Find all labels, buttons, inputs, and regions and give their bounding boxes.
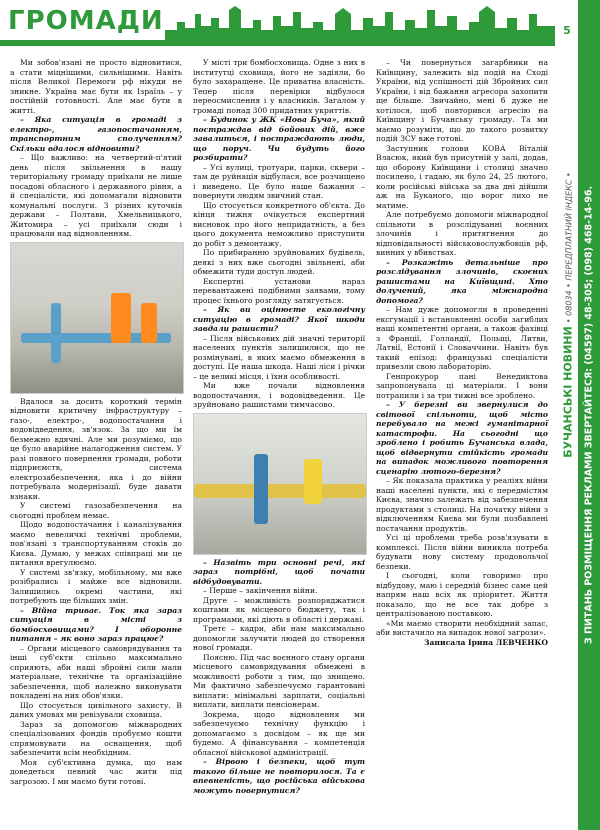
question: – Як ви оцінюєте екологічну ситуацію в громаді? Якої шкоди завдали рашисти? xyxy=(193,305,365,333)
paragraph: Вдалося за досить короткий термін відновити критичну інфраструктуру – газо-, електро-, водопостачання і водовідведення, зв'язок. За що ми їм безмежно вдячні. Але ми розуміємо, що це було аварійне налагодження систем. У разі повного повернення громади, роботи підприємств, система електрозабезпечення, яка і до війни потребувала модернізації, буде давати взнаки. xyxy=(10,396,182,501)
header-bar xyxy=(0,40,555,46)
paragraph: Експертні установи нараз перевантажені подібними заявами, тому процес їхнього розгляду затягується. xyxy=(193,276,365,305)
paragraph: Щодо водопостачання і каналізування маємо невеличкі технічні проблеми, пов'язані з транспортуванням стоків до Києва. Думаю, у межах співпраці ми це питання врегулюємо. xyxy=(10,520,182,567)
article-column-3 xyxy=(376,58,548,647)
question: – Будинок у ЖК «Нова Буча», який постраждав від бойових дій, вже завалиться, і постраждають люди, що поруч. Чи будуть його розбирати? xyxy=(193,115,365,162)
paragraph: – Як показала практика у реаліях війни наші населені пункти, які є передмістям Києва, значно залежать від забезпечення продуктами з столиці. На початку війни з відключенням Києва ми були позбавлені постачання продуктів. xyxy=(376,476,548,533)
city-skyline-icon xyxy=(165,4,555,40)
ad-contact-text: З ПИТАНЬ РОЗМІЩЕННЯ РЕКЛАМИ ЗВЕРТАЙТЕСЯ: (04597) 48-305; (098) 468-14-96. xyxy=(583,185,595,645)
paragraph: – Усі вулиці, тротуари, парки, сквери – там де руйнація відбулася, все розчищено і виведено. Це було наше бажання – повернути людям звичний стан. xyxy=(193,162,365,200)
paragraph: – Перше – закінчення війни. xyxy=(203,586,318,595)
paragraph: Заступник голови КОВА Віталій Власюк, який був присутній у залі, додав, що оборону Київщини і столиці значно посилено, і гадаю, як було 24, 25 лютого, коли російські війська за два дні дійшли аж на Буканого, що ворог лихо не матиме. xyxy=(376,143,548,210)
paragraph: Третє – кадри, аби нам максимально допомогли залучити людей до створення нової громади. xyxy=(193,624,365,652)
side-brand xyxy=(560,150,576,480)
paragraph: Ми зобов'язані не просто відновитися, а стати міцнішими, сильнішими. Навіть після Великої Перемоги рф нікуди не зникне. Україна має бути як Ізраїль – у постійній готовності. Але має бути в житті. xyxy=(10,58,182,115)
paragraph: Друге – можливість розпоряджатися коштами як місцевого бюджету, так і програмами, які діють в області і державі. xyxy=(193,595,365,624)
page-number: 5 xyxy=(563,24,571,37)
photo-water-workers xyxy=(10,242,184,394)
question: – Війна триває. Ток яка зараз ситуація в місті з бомбосховищами? І оборонне питання – як воно зараз працює? xyxy=(10,605,182,643)
paragraph: Але потребуємо допомоги міжнародної спільноти в розслідуванні воєнних злочинів і притягнення до відповідальності військовослужбовців рф, винних у вбивствах. xyxy=(376,210,548,257)
paragraph: – Після військових дій значні території населених пунктів залишилися, що не розмінувані, в яких маємо обмеження в доступі. Це наша шкода. Наші ліси і річки – це великі місця, і їхня особливості. xyxy=(193,333,365,381)
question: – Вірвою і безпеки, щоб тут такого більше не повторилося. Та є впевненість, що російська військова можуть повернутися? xyxy=(193,757,365,795)
paragraph: У місті три бомбосховища. Одне з них в інститутці сховища, його не задіяли, бо було захаращене. Це приватна власність. Тепер після перевірки відбулося переосмислення і у власників. Загалом у громаді понад 300 придатних укриттів. xyxy=(193,58,365,115)
question: – Назвіть три основні речі, які зараз потрібні, щоб почати відбудовувати. xyxy=(193,557,365,586)
ad-side-banner xyxy=(578,0,600,830)
question: – Розкажіть детальніше про розслідування злочинів, скоєних рашистами на Київщині. Хто долучений, яка міжнародна допомога? xyxy=(376,257,548,305)
paragraph: У системі зв'язку, мобільному, ми вже розібрались і майже все відновили. Залишились окремі частини, які потребують ще більших змін. xyxy=(10,567,182,605)
paragraph: Ми вже почали відновлення водопостачання, і водовідведення. Це зруйновано рашистами тимчасово. xyxy=(193,381,365,409)
paragraph: Моя суб'єктивна думка, що нам доведеться певний час жити під загрозою. І ми маємо бути готові. xyxy=(10,757,182,786)
paragraph: Що стосується цивільного захисту. В даних умовах ми ревізували сховища. xyxy=(10,700,182,719)
paragraph: – Органи місцевого самоврядування та інші суб'єкти спільно максимально сприяють, аби наші збройні сили мали матеріальне, технічне та організаційне забезпечення, щоб належно виконувати покладені на них обов'язки. xyxy=(10,643,182,700)
paragraph: Усі ці проблеми треба розв'язувати в комплексі. Після війни виникла потреба будувати нову систему продовольчої безпеки. xyxy=(376,533,548,571)
brand-meta: • 08034 • ПЕРЕДПЛАТНИЙ ІНДЕКС • xyxy=(564,172,574,324)
paragraph: – Що важливо: на четвертий-п'ятий день після звільнення в нашу територіальну громаду приїхали не лише посадові обласного і державного рівня, а й спеціалісти, які допомагали відновити комунальні послуги. З різних куточків держави – Полтави, Хмельницького, Житомира – усі приїхали сюди і працювали над відновленням. xyxy=(10,153,182,238)
brand-name: БУЧАНСЬКІ НОВИНИ xyxy=(561,326,575,458)
paragraph: Зокрема, щодо відновлення ми забезпечуємо технічну функцію і допомагаємо з досвідом – як ще ми будемо. А фінансування – компетенція обласної військової адміністрації. xyxy=(193,709,365,757)
question: – Яка ситуація в громаді з електро-, газопостачанням, транспортним сполученням? Скільки вдалося відновити? xyxy=(10,115,182,153)
paragraph: Поясню. Під час воєнного стану органи місцевого самоврядування обмежені в можливості роботи з тим, що знищено. Ми фактично забезпечуємо гарантовані виплати: мінімальні зарплати, соціальні виплати, виплати пенсіонерам. xyxy=(193,652,365,709)
paragraph: – Чи повернуться загарбники на Київщину, залежить від подій на Сході України, від успішності дій Збройних сил України, і від бажання агресора захопити ще більше. Звичайно, мені б дуже не хотілося, щоб повторився агресію на Київщину і Бучанську громаду. Та ми маємо розуміти, що до такого розвитку подій ЗСУ вже готові. xyxy=(376,58,548,143)
author-signature: Записала Ірина ЛЕВЧЕНКО xyxy=(423,637,548,647)
paragraph: «Ми маємо створити необхідний запас, аби вистачило на випадок нової загрози». xyxy=(376,618,548,637)
page-header xyxy=(0,0,555,46)
paragraph: Зараз за допомогою міжнародних спеціалізованих фондів пробуємо кошти спрямовувати на оснащення, щоб забезпечити всім необхідним. xyxy=(10,719,182,757)
photo-pipeline-repair xyxy=(193,413,367,555)
section-title: ГРОМАДИ xyxy=(8,6,164,36)
article-column-2 xyxy=(193,58,365,795)
question: – У березні ви звернулися до світової спільноти, щоб місто перебувало на межі гуманітарної катастрофи. На сьогодні що зроблено і робить Бучанська влада, щоб відвернути стійкість громади на випадок можливого повторення сценарію лютого-березня? xyxy=(376,400,548,476)
paragraph: У системі газозабезпечення на сьогодні проблем немає. xyxy=(10,501,182,520)
paragraph: І сьогодні, коли говоримо про відбудову, маю і середній бізнес саме цей напрям наш всіх як пріоритет. Життя показало, що не все так добре з централізованою поставкою. xyxy=(376,571,548,618)
paragraph: – Нам дуже допомогли в проведенні ексгумації і встановленні особи загиблих наші компетентні органи, а також фахівці з Франції, Голландії, Польщі, Литви, Латвії, Естонії і Словаччини. Навіть був такий епізод: французькі спеціалісти привезли свою лабораторію. xyxy=(376,305,548,371)
paragraph: Що стосується конкретного об'єкта. До кінця тижня очікується експертний висновок про його непридатність, а без цього документа неможливо приступити до робіт з демонтажу. xyxy=(193,200,365,248)
paragraph: По прибиранню зруйнованих будівель, деякі з них вже сьогодні звільнені, аби обмежити туди доступ людей. xyxy=(193,248,365,276)
article-column-1 xyxy=(10,58,182,786)
paragraph: Генпрокурор пані Венедиктова запропонувала ці матеріали. І вони потрапили і за три тижні все зроблено. xyxy=(376,371,548,400)
